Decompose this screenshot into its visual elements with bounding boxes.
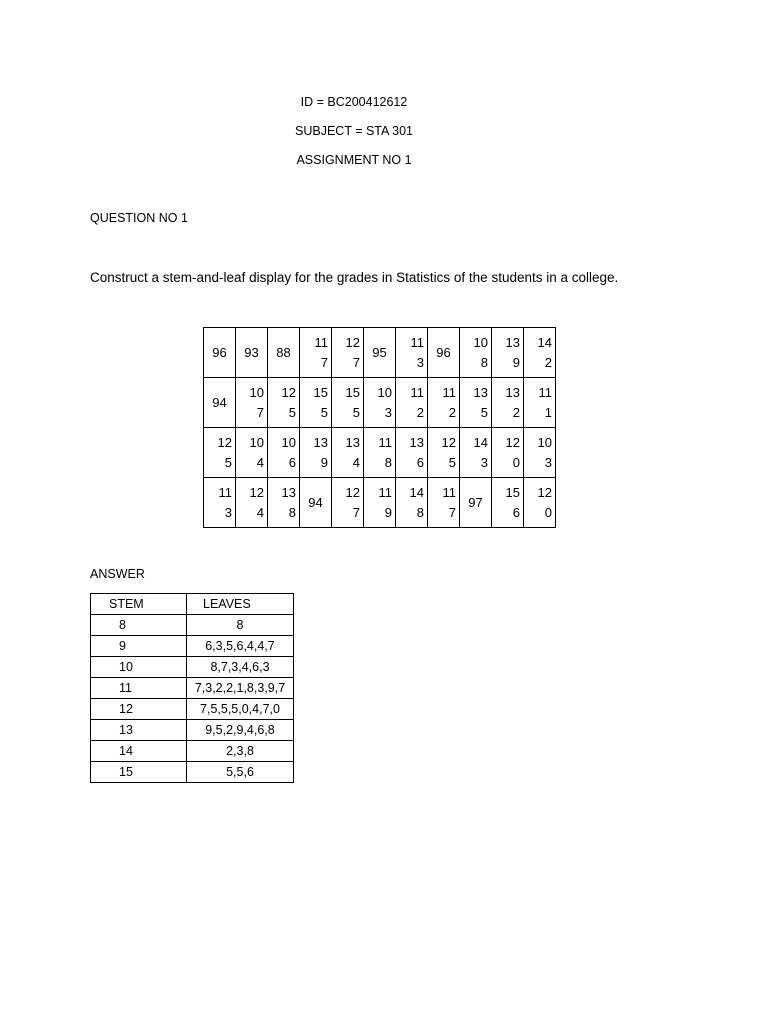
grades-row <box>204 378 556 428</box>
grade-value-part1: 11 <box>378 434 392 450</box>
grade-value-part2: 3 <box>384 404 392 420</box>
grade-cell <box>364 378 396 428</box>
grade-cell <box>332 478 364 528</box>
grade-value-part2: 0 <box>512 454 520 470</box>
grade-cell <box>396 378 428 428</box>
grade-cell <box>204 478 236 528</box>
leaves-cell: 9,5,2,9,4,6,8 <box>187 720 294 741</box>
grade-value: 96 <box>436 345 451 360</box>
grade-cell <box>300 428 332 478</box>
stem-leaf-row <box>91 615 294 636</box>
stem-column-header: STEM <box>91 594 187 615</box>
stem-cell: 11 <box>91 678 187 699</box>
grade-value-part2: 4 <box>256 454 264 470</box>
grade-value-part1: 12 <box>217 434 232 450</box>
stem-cell: 10 <box>91 657 187 678</box>
grade-value: 95 <box>372 345 387 360</box>
grade-cell <box>460 428 492 478</box>
grade-cell <box>524 478 556 528</box>
grade-cell <box>364 328 396 378</box>
stem-cell: 9 <box>91 636 187 657</box>
grade-cell <box>524 328 556 378</box>
grade-cell <box>524 378 556 428</box>
grade-value-part1: 12 <box>345 484 360 500</box>
grade-value-part2: 2 <box>512 404 520 420</box>
grade-cell <box>300 478 332 528</box>
stem-leaf-row <box>91 636 294 657</box>
grade-value-part1: 12 <box>441 434 456 450</box>
stem-leaf-table <box>90 593 294 783</box>
grade-cell <box>236 428 268 478</box>
grade-cell <box>236 378 268 428</box>
grades-row <box>204 428 556 478</box>
grade-value-part2: 3 <box>544 454 552 470</box>
answer-heading: ANSWER <box>90 567 145 581</box>
grade-value-part2: 8 <box>384 454 392 470</box>
grade-value-part1: 10 <box>249 384 264 400</box>
question-heading: QUESTION NO 1 <box>90 211 188 225</box>
grades-row <box>204 328 556 378</box>
grade-cell <box>428 428 460 478</box>
grade-value-part2: 0 <box>544 504 552 520</box>
grade-cell <box>268 428 300 478</box>
grade-value-part1: 10 <box>281 434 296 450</box>
grade-cell <box>492 428 524 478</box>
grade-cell <box>204 428 236 478</box>
grade-value-part1: 14 <box>409 484 424 500</box>
grade-cell <box>204 378 236 428</box>
grades-table <box>203 327 556 528</box>
grade-value: 97 <box>468 495 483 510</box>
grade-cell <box>492 328 524 378</box>
grade-value-part1: 10 <box>249 434 264 450</box>
grade-cell <box>332 378 364 428</box>
leaves-cell: 2,3,8 <box>187 741 294 762</box>
grade-value-part2: 8 <box>288 504 296 520</box>
grade-value-part1: 11 <box>218 484 232 500</box>
subject-line: SUBJECT = STA 301 <box>295 124 413 138</box>
grade-cell <box>524 428 556 478</box>
grade-value-part2: 7 <box>352 354 360 370</box>
grade-value-part1: 13 <box>409 434 424 450</box>
grade-value-part2: 9 <box>384 504 392 520</box>
grade-value: 93 <box>244 345 259 360</box>
grade-value-part2: 5 <box>480 404 488 420</box>
grade-value-part2: 3 <box>416 354 424 370</box>
grade-value-part1: 10 <box>377 384 392 400</box>
grade-value-part2: 5 <box>352 404 360 420</box>
stem-leaf-row <box>91 657 294 678</box>
grade-value-part1: 11 <box>538 384 552 400</box>
grade-value-part1: 12 <box>505 434 520 450</box>
grade-value-part1: 15 <box>345 384 360 400</box>
grade-value-part2: 5 <box>288 404 296 420</box>
grade-value-part2: 4 <box>352 454 360 470</box>
grade-value-part2: 3 <box>224 504 232 520</box>
grade-value-part1: 13 <box>473 384 488 400</box>
grade-value-part1: 11 <box>410 334 424 350</box>
grade-value-part1: 13 <box>313 434 328 450</box>
grade-cell <box>300 378 332 428</box>
grade-cell <box>332 328 364 378</box>
leaves-cell: 7,5,5,5,0,4,7,0 <box>187 699 294 720</box>
leaves-column-header: LEAVES <box>187 594 294 615</box>
grade-cell <box>268 328 300 378</box>
stem-leaf-row <box>91 699 294 720</box>
grade-value-part2: 6 <box>512 504 520 520</box>
grades-row <box>204 478 556 528</box>
leaves-cell: 5,5,6 <box>187 762 294 783</box>
grade-value-part2: 2 <box>448 404 456 420</box>
stem-leaf-row <box>91 762 294 783</box>
leaves-cell: 8 <box>187 615 294 636</box>
leaves-cell: 7,3,2,2,1,8,3,9,7 <box>187 678 294 699</box>
grade-cell <box>460 478 492 528</box>
grade-value-part1: 12 <box>249 484 264 500</box>
grade-cell <box>204 328 236 378</box>
grade-value-part1: 11 <box>378 484 392 500</box>
grade-value-part2: 7 <box>256 404 264 420</box>
grade-cell <box>364 478 396 528</box>
stem-cell: 8 <box>91 615 187 636</box>
grade-value-part2: 7 <box>320 354 328 370</box>
grade-value-part1: 11 <box>442 384 456 400</box>
grade-cell <box>492 478 524 528</box>
stem-leaf-row <box>91 678 294 699</box>
stem-leaf-header-row <box>91 594 294 615</box>
leaves-cell: 6,3,5,6,4,4,7 <box>187 636 294 657</box>
grade-value-part2: 9 <box>512 354 520 370</box>
grade-cell <box>396 328 428 378</box>
stem-leaf-row <box>91 720 294 741</box>
grade-cell <box>460 378 492 428</box>
grade-value-part1: 12 <box>281 384 296 400</box>
grade-cell <box>364 428 396 478</box>
grade-value-part2: 9 <box>320 454 328 470</box>
grade-value: 88 <box>276 345 291 360</box>
grade-cell <box>300 328 332 378</box>
stem-leaf-row <box>91 741 294 762</box>
grade-cell <box>332 428 364 478</box>
grade-value-part2: 4 <box>256 504 264 520</box>
grade-value-part1: 13 <box>345 434 360 450</box>
grade-value-part2: 2 <box>416 404 424 420</box>
grade-cell <box>268 478 300 528</box>
grade-value: 96 <box>212 345 227 360</box>
grade-value-part1: 12 <box>537 484 552 500</box>
grade-value-part1: 15 <box>313 384 328 400</box>
stem-cell: 13 <box>91 720 187 741</box>
grade-value-part2: 7 <box>448 504 456 520</box>
grade-value-part1: 10 <box>537 434 552 450</box>
grade-value-part2: 7 <box>352 504 360 520</box>
grade-value-part1: 12 <box>345 334 360 350</box>
grade-cell <box>236 478 268 528</box>
stem-cell: 14 <box>91 741 187 762</box>
grade-cell <box>460 328 492 378</box>
grade-value-part2: 5 <box>224 454 232 470</box>
grade-value-part1: 10 <box>473 334 488 350</box>
grade-value-part2: 3 <box>480 454 488 470</box>
stem-cell: 15 <box>91 762 187 783</box>
grade-cell <box>428 328 460 378</box>
assignment-line: ASSIGNMENT NO 1 <box>296 153 412 167</box>
grade-value: 94 <box>212 395 227 410</box>
grade-value-part1: 13 <box>505 384 520 400</box>
grade-value-part1: 11 <box>314 334 328 350</box>
grade-cell <box>268 378 300 428</box>
grade-value-part2: 8 <box>480 354 488 370</box>
grade-cell <box>396 478 428 528</box>
grade-value-part2: 6 <box>288 454 296 470</box>
question-text: Construct a stem-and-leaf display for the grades in Statistics of the students in a college. <box>90 270 619 285</box>
leaves-cell: 8,7,3,4,6,3 <box>187 657 294 678</box>
grade-cell <box>428 478 460 528</box>
grade-value-part2: 2 <box>544 354 552 370</box>
grade-value-part1: 14 <box>537 334 552 350</box>
grade-cell <box>236 328 268 378</box>
grade-cell <box>428 378 460 428</box>
grade-value-part1: 11 <box>442 484 456 500</box>
grade-value-part2: 6 <box>416 454 424 470</box>
grade-value-part2: 8 <box>416 504 424 520</box>
grade-value-part2: 1 <box>544 404 552 420</box>
grade-value-part1: 15 <box>505 484 520 500</box>
grade-value-part2: 5 <box>320 404 328 420</box>
grade-value-part1: 11 <box>410 384 424 400</box>
grade-value-part1: 13 <box>281 484 296 500</box>
grade-value-part1: 13 <box>505 334 520 350</box>
grade-value: 94 <box>308 495 323 510</box>
grade-cell <box>396 428 428 478</box>
grade-value-part1: 14 <box>473 434 488 450</box>
stem-cell: 12 <box>91 699 187 720</box>
id-line: ID = BC200412612 <box>300 95 408 109</box>
grade-value-part2: 5 <box>448 454 456 470</box>
grade-cell <box>492 378 524 428</box>
